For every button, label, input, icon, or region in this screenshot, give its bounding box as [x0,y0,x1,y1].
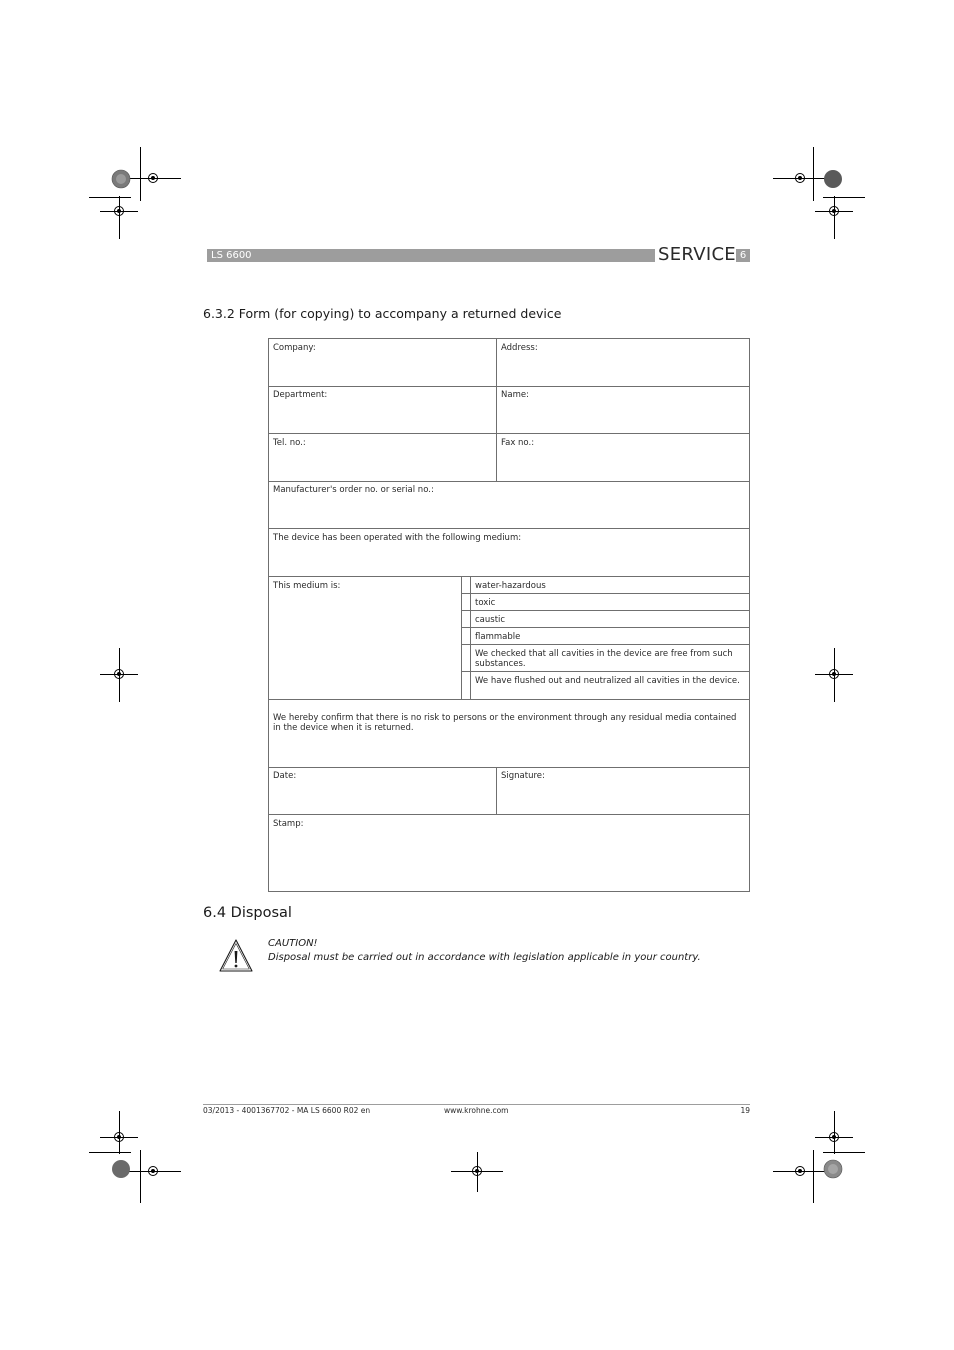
header-bar [207,249,655,262]
checkbox-cavities-checked[interactable] [462,645,470,671]
subsection-heading: 6.3.2 Form (for copying) to accompany a returned device [203,306,562,321]
medium-is-label: This medium is: [273,581,341,591]
confirmation-text: We hereby confirm that there is no risk to persons or the environment through any residual media contained in the device when it is returned. [273,713,737,733]
name-field[interactable]: Name: [501,390,529,400]
tel-field[interactable]: Tel. no.: [273,438,306,448]
option-flammable: flammable [475,632,521,642]
header-section-title: SERVICE [658,244,736,265]
option-cavities-checked: We checked that all cavities in the device are free from such substances. [475,649,733,669]
date-field[interactable]: Date: [273,771,297,781]
order-serial-field[interactable]: Manufacturer's order no. or serial no.: [273,485,434,495]
caution-title: CAUTION! [268,938,318,949]
footer-document-reference: 03/2013 - 4001367702 - MA LS 6600 R02 en [203,1106,371,1115]
header-chapter-number: 6 [736,249,750,262]
checkbox-cavities-flushed[interactable] [462,672,470,699]
warning-triangle-icon [218,938,254,974]
checkbox-water-hazardous[interactable] [462,577,470,593]
option-toxic: toxic [475,598,496,608]
checkbox-toxic[interactable] [462,594,470,610]
checkbox-caustic[interactable] [462,611,470,627]
footer-rule [203,1104,750,1105]
fax-field[interactable]: Fax no.: [501,438,535,448]
stamp-field[interactable]: Stamp: [273,819,304,829]
section-heading: 6.4 Disposal [203,905,292,921]
medium-field[interactable]: The device has been operated with the following medium: [273,533,522,543]
footer-page-number: 19 [740,1106,750,1115]
footer-website-link[interactable]: www.krohne.com [444,1106,509,1115]
department-field[interactable]: Department: [273,390,328,400]
option-water-hazardous: water-hazardous [475,581,546,591]
checkbox-flammable[interactable] [462,628,470,644]
address-field[interactable]: Address: [501,343,538,353]
signature-field[interactable]: Signature: [501,771,545,781]
option-cavities-flushed: We have flushed out and neutralized all cavities in the device. [475,676,740,686]
header-product-name: LS 6600 [211,250,252,261]
caution-text: Disposal must be carried out in accordance with legislation applicable in your country. [268,952,701,963]
company-field[interactable]: Company: [273,343,316,353]
option-caustic: caustic [475,615,506,625]
return-form [268,338,750,892]
